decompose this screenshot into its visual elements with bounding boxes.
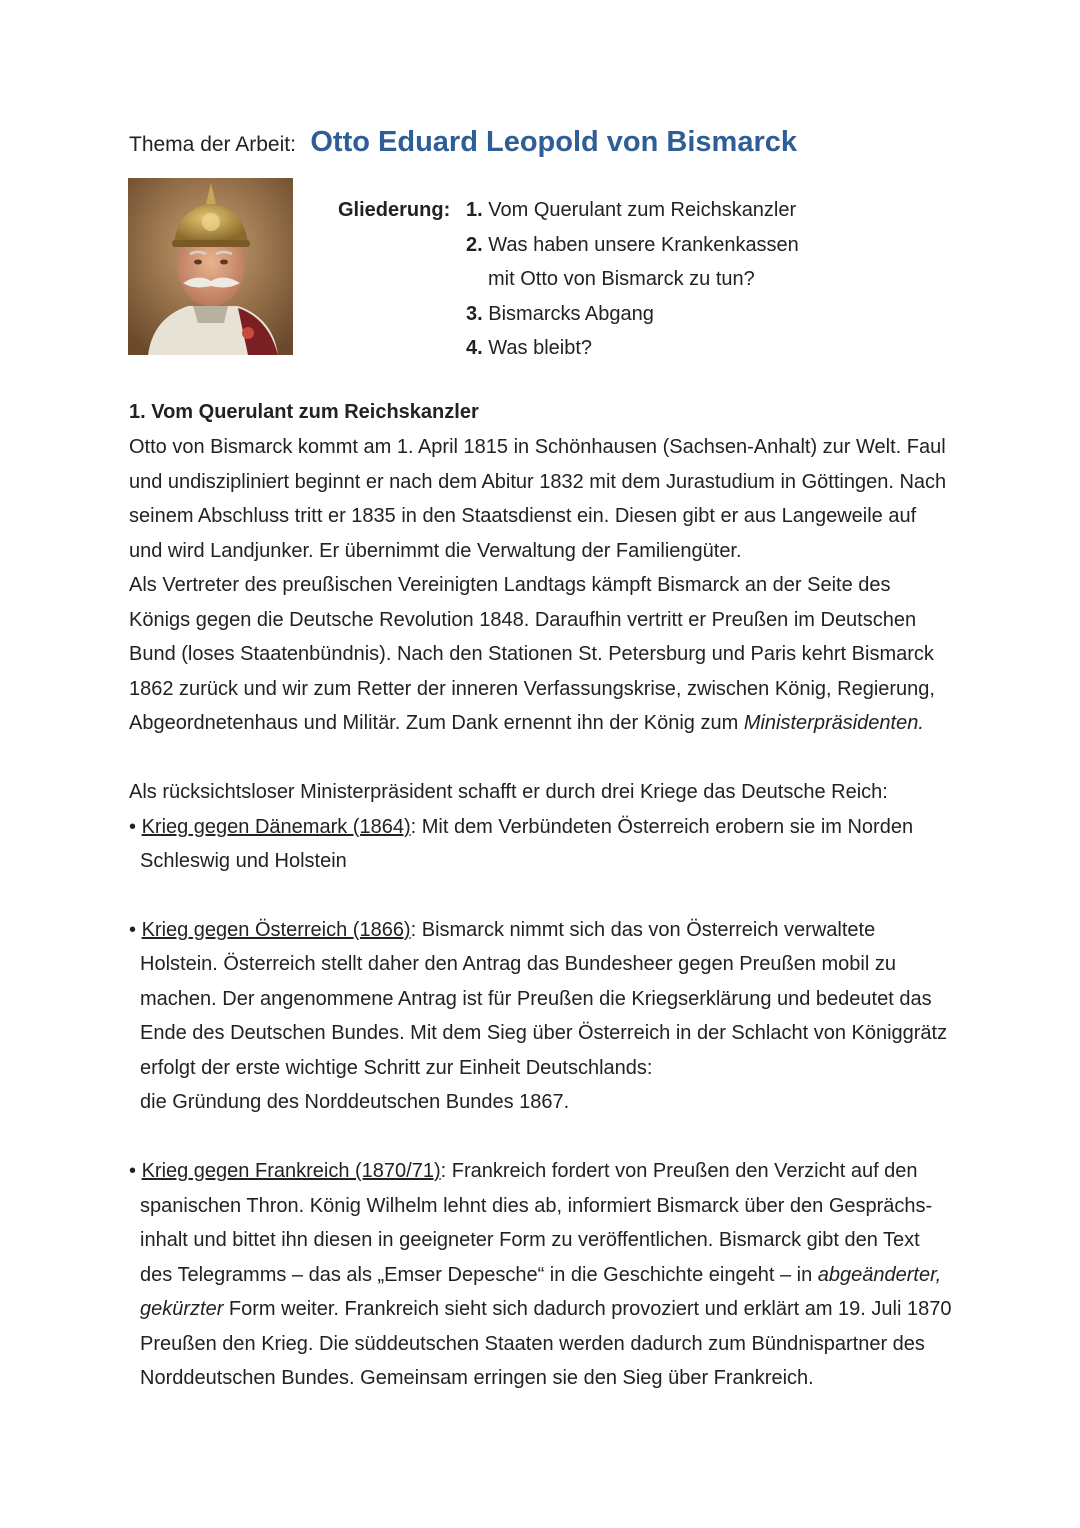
war-line: inhalt und bittet ihn diesen in geeigneter Form zu veröffentlichen. Bismarck gibt den Text	[140, 1229, 920, 1251]
paragraph-line: seinem Abschluss tritt er 1835 in den Staatsdienst ein. Diesen gibt er aus Langeweile auf	[129, 505, 917, 527]
war-title: Krieg gegen Dänemark (1864)	[141, 816, 411, 838]
paragraph-line: Königs gegen die Deutsche Revolution 1848. Daraufhin vertritt er Preußen im Deutschen	[129, 609, 917, 631]
war-line: die Gründung des Norddeutschen Bundes 1867.	[140, 1091, 570, 1113]
paragraph-line: und wird Landjunker. Er übernimmt die Verwaltung der Familiengüter.	[129, 540, 742, 562]
war-line: Ende des Deutschen Bundes. Mit dem Sieg über Österreich in der Schlacht von Königgrätz	[140, 1022, 948, 1044]
paragraph-line: Bund (loses Staatenbündnis). Nach den Stationen St. Petersburg und Paris kehrt Bismarck	[129, 643, 934, 665]
war-item-austria: • Krieg gegen Österreich (1866): Bismarck nimmt sich das von Österreich verwaltete	[129, 919, 876, 941]
war-line: erfolgt der erste wichtige Schritt zur Einheit Deutschlands:	[140, 1057, 653, 1079]
document-title-row	[129, 126, 797, 159]
wars-intro: Als rücksichtsloser Ministerpräsident schafft er durch drei Kriege das Deutsche Reich:	[129, 781, 888, 803]
document-title: Otto Eduard Leopold von Bismarck	[310, 126, 797, 158]
war-item-denmark: • Krieg gegen Dänemark (1864): Mit dem Verbündeten Österreich erobern sie im Norden	[129, 816, 914, 838]
outline-item-4: 4. Was bleibt?	[466, 337, 592, 359]
paragraph-line: Als Vertreter des preußischen Vereinigten Landtags kämpft Bismarck an der Seite des	[129, 574, 891, 596]
war-line: spanischen Thron. König Wilhelm lehnt dies ab, informiert Bismarck über den Gesprächs-	[140, 1195, 933, 1217]
italic-term: Ministerpräsidenten.	[743, 712, 924, 734]
paragraph-line: und undiszipliniert beginnt er nach dem Abitur 1832 mit dem Jurastudium in Göttingen. Nach	[129, 471, 947, 493]
title-prefix: Thema der Arbeit:	[129, 133, 296, 156]
war-line: Schleswig und Holstein	[140, 850, 347, 872]
war-line: gekürzter Form weiter. Frankreich sieht sich dadurch provoziert und erklärt am 19. Juli 1870	[140, 1298, 952, 1320]
war-title: Krieg gegen Frankreich (1870/71)	[141, 1160, 441, 1182]
section-heading: 1. Vom Querulant zum Reichskanzler	[129, 401, 479, 423]
war-item-france: • Krieg gegen Frankreich (1870/71): Frankreich fordert von Preußen den Verzicht auf den	[129, 1160, 918, 1182]
outline-item-2-continued: mit Otto von Bismarck zu tun?	[488, 268, 755, 290]
bismarck-portrait-image	[128, 178, 293, 355]
war-title: Krieg gegen Österreich (1866)	[141, 919, 411, 941]
war-line: Norddeutschen Bundes. Gemeinsam erringen sie den Sieg über Frankreich.	[140, 1367, 814, 1389]
outline-item-2: 2. Was haben unsere Krankenkassen	[466, 234, 799, 256]
outline-item-3: 3. Bismarcks Abgang	[466, 303, 654, 325]
paragraph-line: Otto von Bismarck kommt am 1. April 1815 in Schönhausen (Sachsen-Anhalt) zur Welt. Faul	[129, 436, 946, 458]
war-line: machen. Der angenommene Antrag ist für Preußen die Kriegserklärung und bedeutet das	[140, 988, 932, 1010]
paragraph-line: 1862 zurück und wir zum Retter der inneren Verfassungskrise, zwischen König, Regierung,	[129, 678, 935, 700]
war-line: Preußen den Krieg. Die süddeutschen Staaten werden dadurch zum Bündnispartner des	[140, 1333, 925, 1355]
paragraph-line: Abgeordnetenhaus und Militär. Zum Dank ernennt ihn der König zum Ministerpräsidenten.	[129, 712, 924, 734]
war-line: Holstein. Österreich stellt daher den Antrag das Bundesheer gegen Preußen mobil zu	[140, 953, 896, 975]
outline-label: Gliederung:	[338, 199, 451, 221]
war-line: des Telegramms – das als „Emser Depesche“ in die Geschichte eingeht – in abgeänderter,	[140, 1264, 942, 1286]
outline-item-1: 1. Vom Querulant zum Reichskanzler	[466, 199, 797, 221]
